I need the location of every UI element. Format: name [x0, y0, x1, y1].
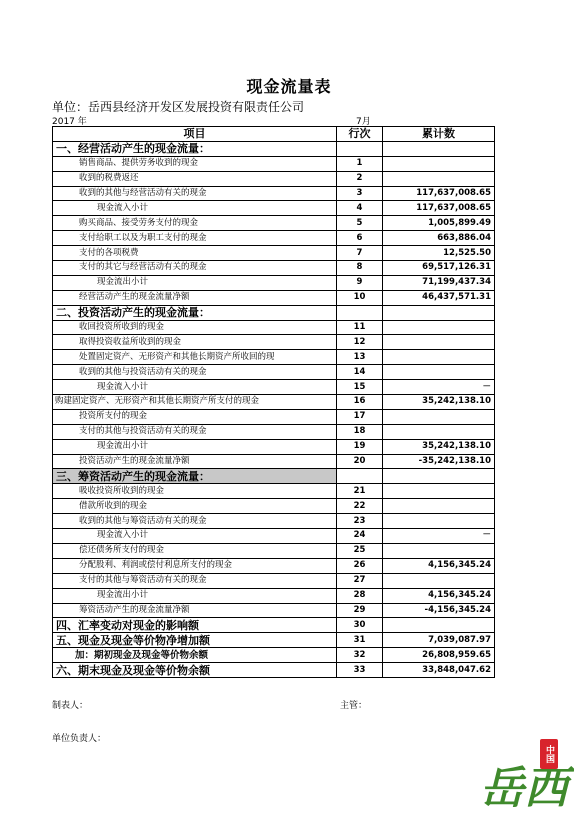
row-amount: 7,039,087.97: [383, 633, 495, 648]
row-line-number: [337, 305, 383, 320]
table-row: [53, 305, 495, 320]
row-item: 处置固定资产、无形资产和其他长期资产所收回的现: [53, 350, 337, 365]
table-row: [53, 335, 495, 350]
table-row: [53, 588, 495, 603]
row-line-number: 27: [337, 573, 383, 588]
table-row: [53, 365, 495, 380]
row-amount: [383, 514, 495, 529]
row-amount: [383, 156, 495, 171]
row-item: 现金流入小计: [53, 529, 337, 544]
table-row: [53, 216, 495, 231]
row-item: 加：期初现金及现金等价物余额: [53, 648, 337, 663]
table-row: [53, 201, 495, 216]
table-row: [53, 648, 495, 663]
row-item: 一、经营活动产生的现金流量：: [53, 141, 337, 156]
table-row: [53, 499, 495, 514]
row-line-number: 5: [337, 216, 383, 231]
row-amount: －: [383, 529, 495, 544]
table-row: [53, 633, 495, 648]
yuexi-logo: [476, 733, 574, 819]
row-amount: [383, 469, 495, 484]
row-item: 取得投资收益所收到的现金: [53, 335, 337, 350]
row-amount: 4,156,345.24: [383, 558, 495, 573]
table-row: [53, 439, 495, 454]
table-row: [53, 529, 495, 544]
row-item: 四、汇率变动对现金的影响额: [53, 618, 337, 633]
china-seal-text: 中国: [544, 745, 554, 763]
table-row: [53, 558, 495, 573]
row-item: 购买商品、接受劳务支付的现金: [53, 216, 337, 231]
row-line-number: 1: [337, 156, 383, 171]
unit-head-label: 单位负责人：: [52, 734, 107, 744]
row-item: 现金流出小计: [53, 275, 337, 290]
preparer-label: 制表人：: [52, 701, 89, 711]
yuexi-brush-text: 岳西: [480, 763, 568, 814]
row-amount: 35,242,138.10: [383, 395, 495, 410]
header-item: 项目: [53, 127, 337, 142]
row-item: 支付的其它与经营活动有关的现金: [53, 261, 337, 276]
row-line-number: 6: [337, 231, 383, 246]
report-month: 7月: [356, 117, 371, 127]
table-row: [53, 514, 495, 529]
table-row: [53, 618, 495, 633]
row-line-number: 32: [337, 648, 383, 663]
row-amount: 33,848,047.62: [383, 663, 495, 678]
row-line-number: 10: [337, 290, 383, 305]
row-item: 收回投资所收到的现金: [53, 320, 337, 335]
table-row: [53, 543, 495, 558]
row-item: 吸收投资所收到的现金: [53, 484, 337, 499]
supervisor-label: 主管：: [340, 701, 368, 711]
row-amount: [383, 543, 495, 558]
row-amount: [383, 350, 495, 365]
table-row: [53, 290, 495, 305]
row-line-number: 26: [337, 558, 383, 573]
row-amount: -35,242,138.10: [383, 454, 495, 469]
row-amount: [383, 499, 495, 514]
table-row: [53, 231, 495, 246]
row-item: 现金流入小计: [53, 380, 337, 395]
table-row: [53, 275, 495, 290]
row-line-number: 2: [337, 171, 383, 186]
row-line-number: 31: [337, 633, 383, 648]
row-amount: 35,242,138.10: [383, 439, 495, 454]
row-line-number: 9: [337, 275, 383, 290]
row-item: 支付的其他与投资活动有关的现金: [53, 424, 337, 439]
row-amount: [383, 424, 495, 439]
report-title: 现金流量表: [246, 77, 332, 96]
row-line-number: 14: [337, 365, 383, 380]
row-item: 销售商品、提供劳务收到的现金: [53, 156, 337, 171]
row-line-number: 29: [337, 603, 383, 618]
table-row: [53, 320, 495, 335]
row-line-number: 12: [337, 335, 383, 350]
row-line-number: [337, 469, 383, 484]
row-line-number: 8: [337, 261, 383, 276]
row-line-number: 25: [337, 543, 383, 558]
row-line-number: 21: [337, 484, 383, 499]
row-item: 投资活动产生的现金流量净额: [53, 454, 337, 469]
row-line-number: 17: [337, 409, 383, 424]
row-item: 现金流入小计: [53, 201, 337, 216]
row-amount: －: [383, 380, 495, 395]
row-amount: 71,199,437.34: [383, 275, 495, 290]
row-item: 三、筹资活动产生的现金流量：: [53, 469, 337, 484]
table-row: [53, 186, 495, 201]
row-line-number: 15: [337, 380, 383, 395]
row-line-number: 22: [337, 499, 383, 514]
row-item: 六、期末现金及现金等价物余额: [53, 663, 337, 678]
row-amount: 46,437,571.31: [383, 290, 495, 305]
table-row: [53, 573, 495, 588]
header-amount: 累计数: [383, 127, 495, 142]
table-row: [53, 246, 495, 261]
row-amount: [383, 141, 495, 156]
row-amount: [383, 618, 495, 633]
row-amount: 663,886.04: [383, 231, 495, 246]
row-item: 偿还债务所支付的现金: [53, 543, 337, 558]
row-item: 经营活动产生的现金流量净额: [53, 290, 337, 305]
row-amount: 117,637,008.65: [383, 186, 495, 201]
row-line-number: 16: [337, 395, 383, 410]
row-item: 收到的其他与投资活动有关的现金: [53, 365, 337, 380]
row-item: 投资所支付的现金: [53, 409, 337, 424]
row-line-number: 20: [337, 454, 383, 469]
row-item: 支付的其他与筹资活动有关的现金: [53, 573, 337, 588]
row-item: 收到的其他与经营活动有关的现金: [53, 186, 337, 201]
row-amount: 69,517,126.31: [383, 261, 495, 276]
report-year: 2017 年: [52, 117, 87, 127]
table-row: [53, 424, 495, 439]
table-row: [53, 261, 495, 276]
cash-flow-table: [52, 126, 495, 678]
row-line-number: 13: [337, 350, 383, 365]
row-item: 二、投资活动产生的现金流量：: [53, 305, 337, 320]
table-row: [53, 409, 495, 424]
row-item: 购建固定资产、无形资产和其他长期资产所支付的现金: [53, 395, 337, 410]
row-line-number: 4: [337, 201, 383, 216]
table-header-row: [53, 127, 495, 142]
row-amount: 117,637,008.65: [383, 201, 495, 216]
row-line-number: [337, 141, 383, 156]
row-amount: -4,156,345.24: [383, 603, 495, 618]
row-amount: [383, 320, 495, 335]
row-amount: [383, 171, 495, 186]
table-row: [53, 484, 495, 499]
row-line-number: 28: [337, 588, 383, 603]
row-line-number: 7: [337, 246, 383, 261]
table-row: [53, 469, 495, 484]
row-amount: [383, 365, 495, 380]
row-line-number: 3: [337, 186, 383, 201]
row-line-number: 19: [337, 439, 383, 454]
row-line-number: 24: [337, 529, 383, 544]
table-row: [53, 171, 495, 186]
table-row: [53, 380, 495, 395]
row-item: 现金流出小计: [53, 439, 337, 454]
row-amount: [383, 409, 495, 424]
table-row: [53, 454, 495, 469]
table-row: [53, 156, 495, 171]
row-amount: [383, 573, 495, 588]
row-item: 收到的税费返还: [53, 171, 337, 186]
row-line-number: 33: [337, 663, 383, 678]
row-amount: [383, 484, 495, 499]
row-item: 五、现金及现金等价物净增加额: [53, 633, 337, 648]
table-row: [53, 141, 495, 156]
row-amount: 1,005,899.49: [383, 216, 495, 231]
row-amount: 26,808,959.65: [383, 648, 495, 663]
row-amount: 4,156,345.24: [383, 588, 495, 603]
row-item: 借款所收到的现金: [53, 499, 337, 514]
row-line-number: 11: [337, 320, 383, 335]
table-row: [53, 663, 495, 678]
row-line-number: 30: [337, 618, 383, 633]
row-item: 支付的各项税费: [53, 246, 337, 261]
row-item: 现金流出小计: [53, 588, 337, 603]
row-line-number: 18: [337, 424, 383, 439]
row-item: 筹资活动产生的现金流量净额: [53, 603, 337, 618]
row-line-number: 23: [337, 514, 383, 529]
row-item: 支付给职工以及为职工支付的现金: [53, 231, 337, 246]
row-item: 收到的其他与筹资活动有关的现金: [53, 514, 337, 529]
row-amount: [383, 305, 495, 320]
company-unit: 单位：岳西县经济开发区发展投资有限责任公司: [52, 100, 305, 114]
table-row: [53, 395, 495, 410]
table-row: [53, 603, 495, 618]
row-amount: 12,525.50: [383, 246, 495, 261]
table-row: [53, 350, 495, 365]
header-line: 行次: [337, 127, 383, 142]
row-item: 分配股利、利润或偿付利息所支付的现金: [53, 558, 337, 573]
row-amount: [383, 335, 495, 350]
